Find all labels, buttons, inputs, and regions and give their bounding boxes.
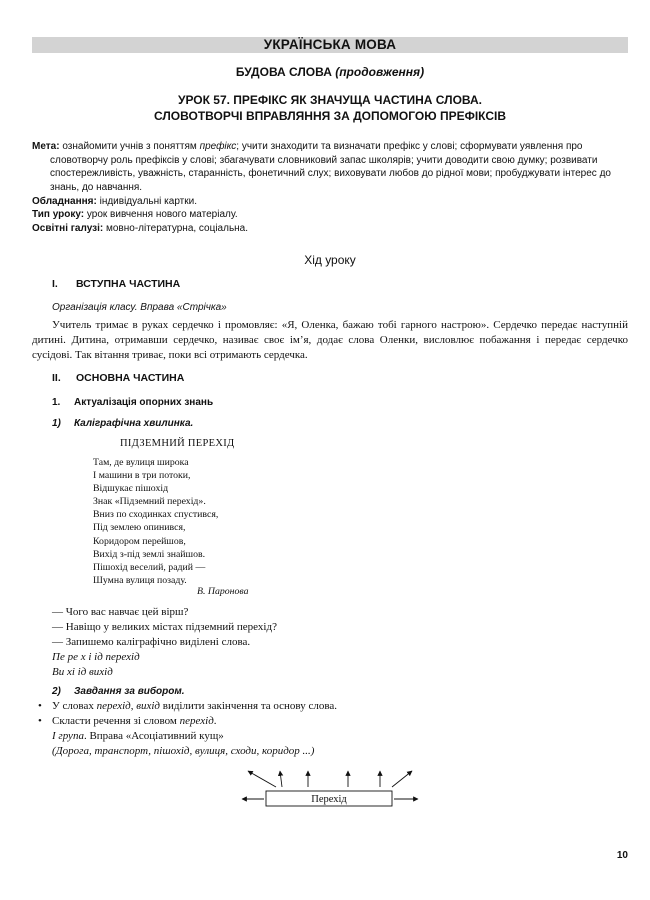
bullet-mark: • (38, 700, 42, 712)
section-2-number: II. (52, 372, 61, 384)
topic-title (32, 65, 628, 80)
group-text: . Вправа «Асоціативний кущ» (83, 730, 224, 742)
areas-text: мовно-літературна, соціальна. (103, 223, 249, 235)
page-number: 10 (616, 850, 628, 861)
lesson-meta (32, 140, 629, 236)
questions-block (52, 605, 277, 680)
topic-note: (продовження) (335, 65, 425, 79)
task-1-word-2: вихід (136, 700, 160, 712)
lesson-title-line1: УРОК 57. ПРЕФІКС ЯК ЗНАЧУЩА ЧАСТИНА СЛОВА. (177, 93, 482, 107)
intro-paragraph: Учитель тримає в руках сердечко і промовляє: «Я, Оленка, бажаю тобі гарного настрою». Сердечко передає наступній дитині. Дитина, отримавши сердечко, називає своє ім’я, додає слова Оленки, висловлює побажання і передає сердечко сусідові. Так вітання триває, поки всі отримають сердечка. (32, 319, 628, 361)
task-1-post: виділити закінчення та основу слова. (160, 700, 338, 712)
subsection-1a-heading (52, 417, 193, 430)
areas-label: Освітні галузі: (32, 223, 104, 235)
task-2-post: . (213, 715, 217, 727)
lesson-title (32, 92, 628, 124)
subsection-1-heading (52, 396, 213, 409)
poem-author: В. Паронова (197, 586, 249, 597)
goal-label: Мета: (32, 141, 60, 152)
task-2-pre: Скласти речення зі словом (52, 715, 180, 727)
goal-text-post: ; учити знаходити та визначати префікс у слові; сформувати уявлення про словотворчу роль префіксів у слові; збагачувати словниковий запас школярів; учити доводити свою думку; розвивати спостережливість, уважність, старанність, фонетичний слух; виховувати любов до рідної мови; пробуджувати інтерес до знань, до навчання. (50, 141, 611, 193)
section-2-heading (52, 372, 184, 385)
poem-line: І машини в три потоки, (93, 470, 191, 482)
question-1: — Чого вас навчає цей вірш? (52, 606, 189, 618)
topic-text: БУДОВА СЛОВА (235, 65, 332, 79)
calligraphy-word-2: Ви хі ід вихід (52, 665, 113, 678)
section-1-number: I. (52, 278, 58, 290)
arrow-icon (280, 771, 282, 787)
calligraphy-word-1: Пе ре х і ід перехід (52, 650, 140, 663)
subsection-1a-number: 1) (52, 418, 61, 429)
association-list: (Дорога, транспорт, пішохід, вулиця, сходи, коридор ...) (52, 745, 315, 757)
poem-line: Відшукає пішохід (93, 483, 169, 495)
poem (93, 456, 218, 587)
equipment-label: Обладнання: (32, 195, 97, 207)
tasks-block (38, 699, 337, 759)
goal-text-pre: ознайомити учнів з поняттям (59, 141, 200, 152)
task-1-comma: , (130, 700, 137, 712)
task-2-word: перехід (179, 715, 214, 727)
arrow-icon (248, 771, 276, 787)
center-word: Перехід (311, 794, 347, 805)
group-line (38, 729, 337, 744)
task-bullet-1 (38, 699, 337, 714)
equipment-text: індивідуальні картки. (96, 195, 197, 207)
section-1-title: ВСТУПНА ЧАСТИНА (76, 278, 181, 290)
subject-banner: УКРАЇНСЬКА МОВА (32, 37, 628, 53)
arrow-icon (392, 771, 412, 787)
goal-paragraph (32, 140, 629, 194)
poem-title: ПІДЗЕМНИЙ ПЕРЕХІД (120, 438, 235, 449)
type-line (32, 208, 629, 222)
lesson-title-line2: СЛОВОТВОРЧІ ВПРАВЛЯННЯ ЗА ДОПОМОГОЮ ПРЕФІКСІВ (154, 109, 506, 123)
poem-line: Вихід з-під землі знайшов. (93, 548, 206, 560)
section-2-title: ОСНОВНА ЧАСТИНА (76, 372, 185, 384)
bullet-mark: • (38, 715, 42, 727)
subsection-2-heading (52, 685, 185, 698)
task-1-word-1: перехід (96, 700, 131, 712)
group-label: I група (52, 730, 84, 742)
subsection-1-number: 1. (52, 397, 61, 408)
subsection-1a-title: Каліграфічна хвилинка. (74, 418, 194, 429)
course-heading: Хід уроку (304, 253, 356, 267)
subsection-1-title: Актуалізація опорних знань (74, 397, 214, 408)
poem-line: Знак «Підземний перехід». (93, 496, 206, 508)
org-label: Організація класу. Вправа «Стрічка» (52, 302, 227, 313)
poem-line: Там, де вулиця широка (93, 457, 189, 468)
subsection-2-title: Завдання за вибором. (74, 686, 185, 697)
equipment-line (32, 195, 629, 209)
type-text: урок вивчення нового матеріалу. (84, 209, 238, 221)
poem-line: Коридором перейшов, (93, 535, 186, 547)
task-bullet-2 (38, 714, 337, 729)
section-1-heading (52, 278, 180, 291)
poem-line: Пішохід веселий, радий — (93, 561, 206, 573)
poem-line: Шумна вулиця позаду. (93, 574, 187, 586)
type-label: Тип уроку: (32, 209, 85, 221)
poem-line: Вниз по сходинках спустився, (93, 509, 219, 521)
goal-term: префікс (199, 141, 237, 152)
question-3: — Запишемо каліграфічно виділені слова. (52, 635, 251, 648)
question-2: — Навіщо у великих містах підземний перехід? (52, 620, 277, 633)
subsection-2-number: 2) (52, 686, 61, 697)
association-diagram (240, 767, 420, 837)
task-1-pre: У словах (52, 700, 97, 712)
poem-line: Під землею опинився, (93, 522, 186, 534)
areas-line (32, 222, 629, 236)
